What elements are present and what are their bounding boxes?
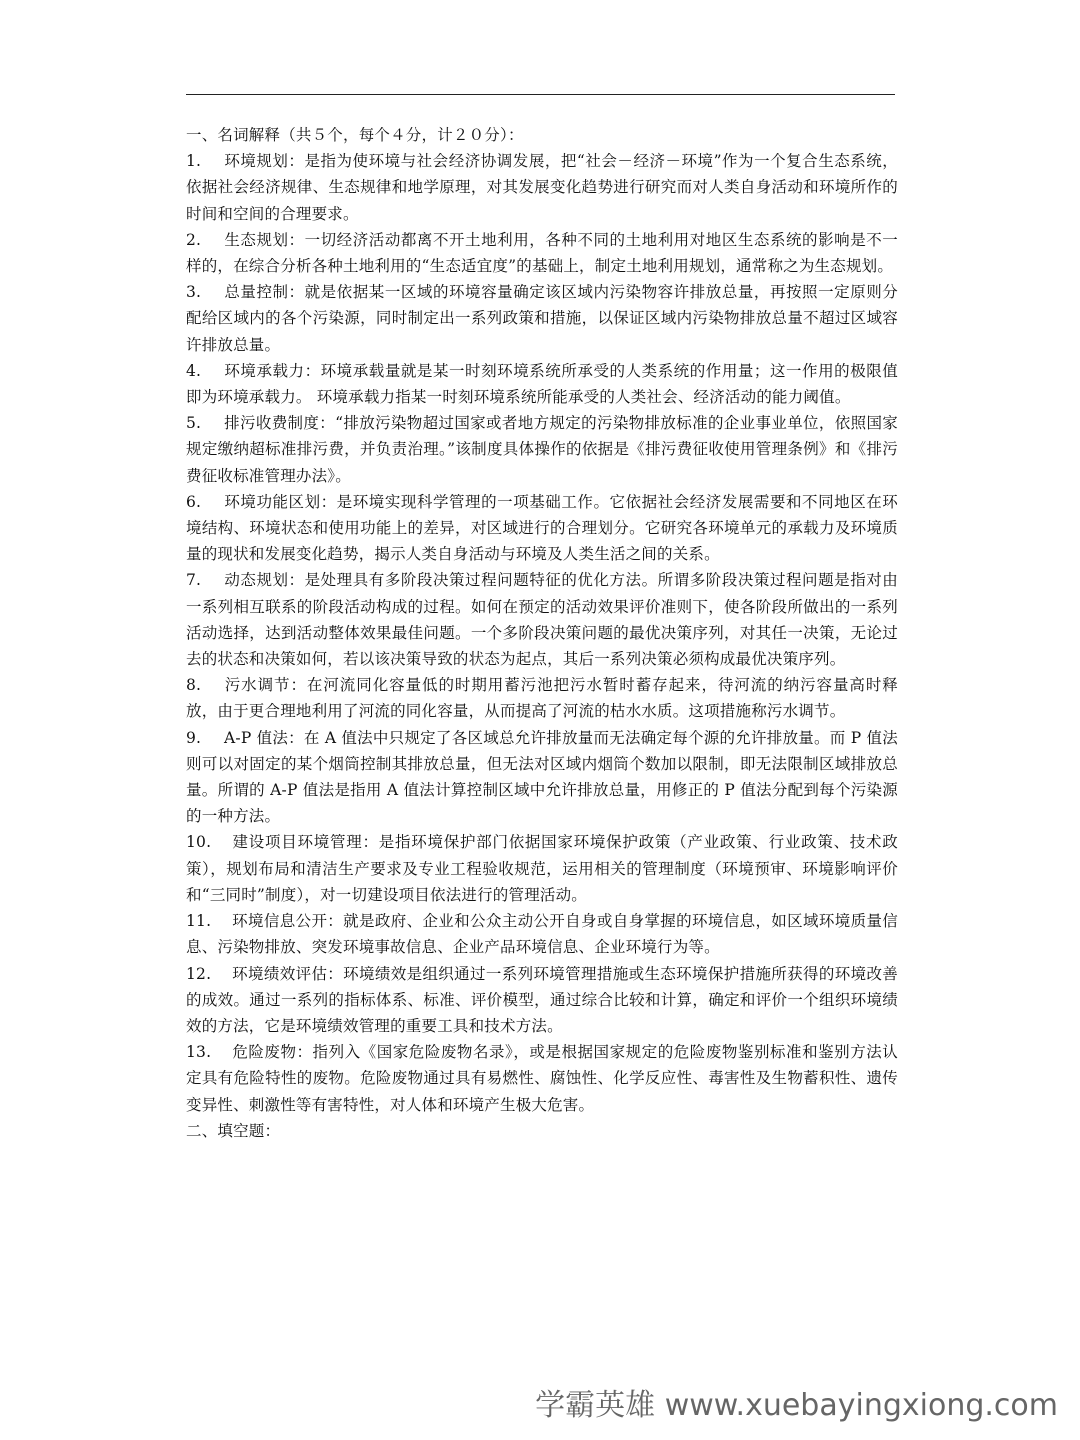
item-text: 生态规划：一切经济活动都离不开土地利用，各种不同的土地利用对地区生态系统的影响是不一样的，在综合分析各种土地利用的“生态适宜度”的基础上，制定土地利用规划，通常称之为生态规划。 bbox=[186, 230, 898, 276]
item-text: 环境信息公开：就是政府、企业和公众主动公开自身或自身掌握的环境信息，如区域环境质量信息、污染物排放、突发环境事故信息、企业产品环境信息、企业环境行为等。 bbox=[186, 912, 898, 957]
definition-item bbox=[186, 567, 898, 672]
definition-item bbox=[186, 961, 898, 1040]
item-text: 危险废物：指列入《国家危险废物名录》，或是根据国家规定的危险废物鉴别标准和鉴别方法认定具有危险特性的废物。危险废物通过具有易燃性、腐蚀性、化学反应性、毒害性及生物蓄积性、遗传变异性、刺激性等有害特性，对人体和环境产生极大危害。 bbox=[186, 1043, 898, 1114]
item-text: 动态规划：是处理具有多阶段决策过程问题特征的优化方法。所谓多阶段决策过程问题是指对由一系列相互联系的阶段活动构成的过程。如何在预定的活动效果评价准则下，使各阶段所做出的一系列活动选择，达到活动整体效果最佳问题。一个多阶段决策问题的最优决策序列，对其任一决策，无论过去的状态和决策如何，若以该决策导致的状态为起点，其后一系列决策必须构成最优决策序列。 bbox=[186, 571, 898, 669]
item-text: 排污收费制度：“排放污染物超过国家或者地方规定的污染物排放标准的企业事业单位，依照国家规定缴纳超标准排污费，并负责治理。”该制度具体操作的依据是《排污费征收使用管理条例》和《排污费征收标准管理办法》。 bbox=[186, 414, 898, 485]
definition-item bbox=[186, 829, 898, 908]
header-rule bbox=[186, 94, 895, 95]
item-number: 8. bbox=[186, 676, 202, 695]
item-number: 6. bbox=[186, 492, 202, 511]
item-text: 污水调节：在河流同化容量低的时期用蓄污池把污水暂时蓄存起来，待河流的纳污容量高时释放，由于更合理地利用了河流的同化容量，从而提高了河流的枯水水质。这项措施称污水调节。 bbox=[186, 676, 898, 721]
item-number: 7. bbox=[186, 571, 202, 590]
item-number: 5. bbox=[186, 414, 202, 433]
definition-item bbox=[186, 227, 898, 279]
item-number: 3. bbox=[186, 283, 202, 302]
item-number: 12. bbox=[186, 964, 212, 983]
item-number: 4. bbox=[186, 361, 202, 380]
document-body bbox=[186, 122, 898, 1144]
item-text: 环境规划：是指为使环境与社会经济协调发展，把“社会－经济－环境”作为一个复合生态系统，依据社会经济规律、生态规律和地学原理，对其发展变化趋势进行研究而对人类自身活动和环境所作的时间和空间的合理要求。 bbox=[186, 152, 898, 223]
item-text: A-P 值法：在 A 值法中只规定了各区域总允许排放量而无法确定每个源的允许排放量。而 P 值法则可以对固定的某个烟筒控制其排放总量，但无法对区域内烟筒个数加以限制，即无法限制区域排放总量。所谓的 A-P 值法是指用 A 值法计算控制区域中允许排放总量，用修正的 P 值法分配到每个污染源的一种方法。 bbox=[186, 728, 898, 826]
definition-item bbox=[186, 1039, 898, 1118]
item-text: 环境绩效评估：环境绩效是组织通过一系列环境管理措施或生态环境保护措施所获得的环境改善的成效。通过一系列的指标体系、标准、评价模型，通过综合比较和计算，确定和评价一个组织环境绩效的方法，它是环境绩效管理的重要工具和技术方法。 bbox=[186, 964, 898, 1035]
definition-list bbox=[186, 148, 898, 1118]
definition-item bbox=[186, 489, 898, 568]
definition-item bbox=[186, 672, 898, 724]
site-watermark: 学霸英雄 www.xuebayingxiong.com bbox=[535, 1388, 1058, 1423]
definition-item bbox=[186, 410, 898, 489]
definition-item bbox=[186, 908, 898, 960]
definition-item bbox=[186, 725, 898, 830]
item-number: 10. bbox=[186, 833, 212, 852]
definition-item bbox=[186, 279, 898, 358]
item-number: 11. bbox=[186, 912, 212, 931]
item-text: 环境承载力：环境承载量就是某一时刻环境系统所承受的人类系统的作用量；这一作用的极限值即为环境承载力。 环境承载力指某一时刻环境系统所能承受的人类社会、经济活动的能力阈值。 bbox=[186, 361, 898, 407]
item-number: 2. bbox=[186, 230, 202, 249]
item-text: 总量控制：就是依据某一区域的环境容量确定该区域内污染物容许排放总量，再按照一定原则分配给区域内的各个污染源，同时制定出一系列政策和措施，以保证区域内污染物排放总量不超过区域容许排放总量。 bbox=[186, 283, 898, 354]
definition-item bbox=[186, 358, 898, 410]
item-text: 建设项目环境管理：是指环境保护部门依据国家环境保护政策（产业政策、行业政策、技术政策），规划布局和清洁生产要求及专业工程验收规范，运用相关的管理制度（环境预审、环境影响评价和“三同时”制度），对一切建设项目依法进行的管理活动。 bbox=[186, 833, 898, 904]
section-heading-fill-in: 二、填空题： bbox=[186, 1121, 281, 1140]
item-number: 13. bbox=[186, 1043, 212, 1062]
definition-item bbox=[186, 148, 898, 227]
item-text: 环境功能区划：是环境实现科学管理的一项基础工作。它依据社会经济发展需要和不同地区在环境结构、环境状态和使用功能上的差异，对区域进行的合理划分。它研究各环境单元的承载力及环境质量的现状和发展变化趋势，揭示人类自身活动与环境及人类生活之间的关系。 bbox=[186, 492, 898, 564]
item-number: 1. bbox=[186, 152, 202, 171]
section-heading-definitions: 一、名词解释（共５个，每个４分，计２０分）： bbox=[186, 126, 524, 144]
item-number: 9. bbox=[186, 728, 202, 747]
